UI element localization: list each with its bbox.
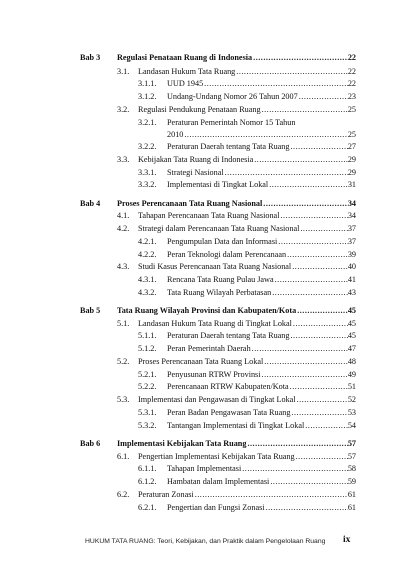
toc-entry-number: 4.3.	[117, 262, 130, 271]
toc-entry-page: 39	[347, 250, 356, 259]
toc-entry-title: Regulasi Pendukung Penataan Ruang	[138, 105, 261, 114]
toc-entry-title: Landasan Hukum Tata Ruang	[138, 67, 236, 76]
toc-entry-title: Tata Ruang Wilayah Provinsi dan Kabupaten/Kota	[117, 306, 297, 315]
toc-entry-number: 6.1.2.	[138, 477, 157, 486]
toc-leader-dots	[272, 286, 348, 299]
toc-entry-row	[0, 90, 417, 103]
toc-leader-dots	[297, 304, 348, 317]
toc-entry-title: Proses Perencanaan Tata Ruang Lokal	[138, 357, 264, 366]
toc-entry-number: 3.1.2.	[138, 92, 157, 101]
toc-entry-title: Pengertian dan Fungsi Zonasi	[167, 503, 265, 512]
toc-entry-title: UUD 1945	[167, 79, 204, 88]
toc-entry-number: 4.3.1.	[138, 275, 157, 284]
toc-entry-row	[0, 273, 417, 286]
toc-entry-number: Bab 6	[80, 439, 101, 448]
toc-entry-number: 5.1.	[117, 319, 130, 328]
toc-entry-page: 22	[347, 67, 356, 76]
toc-entry-title: Peran Badan Pengawasan Tata Ruang	[167, 408, 291, 417]
toc-entry-title-line	[167, 462, 349, 475]
page-number: ix	[343, 535, 351, 545]
toc-entry-title: Kebijakan Tata Ruang di Indonesia	[138, 155, 254, 164]
toc-leader-dots	[290, 380, 348, 393]
toc-entry-title-line	[138, 488, 349, 501]
running-footer-title: HUKUM TATA RUANG: Teori, Kebijakan, dan Praktik dalam Pengelolaan Ruang	[85, 538, 326, 545]
toc-entry-row	[0, 222, 417, 235]
toc-leader-dots	[266, 501, 348, 514]
toc-leader-dots	[195, 488, 348, 501]
toc-entry-title-line	[167, 286, 349, 299]
toc-entry-row	[0, 235, 417, 248]
toc-entry-page: 61	[347, 503, 356, 512]
toc-entry-title-line	[138, 209, 349, 222]
toc-entry-number: 4.2.1.	[138, 237, 157, 246]
toc-entry-number: Bab 4	[80, 199, 101, 208]
toc-entry-row	[0, 475, 417, 488]
toc-entry-number: 4.2.2.	[138, 250, 157, 259]
toc-entry-row	[0, 260, 417, 273]
toc-entry-page: 45	[347, 319, 356, 328]
toc-entry-title: Pengertian Implementasi Kebijakan Tata Ruang	[138, 452, 295, 461]
toc-entry-title-line	[167, 273, 349, 286]
toc-leader-dots	[278, 235, 348, 248]
toc-entry-title-line	[138, 103, 349, 116]
toc-entry-number: 3.3.2.	[138, 180, 157, 189]
toc-entry-row	[0, 209, 417, 222]
toc-entry-number: 3.1.1.	[138, 79, 157, 88]
toc-entry-title-line	[138, 260, 349, 273]
toc-entry-row	[0, 153, 417, 166]
toc-entry-title-line	[117, 304, 349, 317]
toc-entry-title: Perencanaan RTRW Kabupaten/Kota	[167, 382, 289, 391]
toc-entry-page: 37	[347, 237, 356, 246]
toc-entry-title: Peraturan Daerah tentang Tata Ruang	[167, 142, 290, 151]
toc-entry-number: 3.3.1.	[138, 168, 157, 177]
toc-entry-number: 3.3.	[117, 155, 130, 164]
toc-entry-number: 5.1.1.	[138, 331, 157, 340]
toc-entry-row	[0, 103, 417, 116]
toc-entry-row	[0, 406, 417, 419]
toc-entry-title: Hambatan dalam Implementasi	[167, 477, 270, 486]
toc-entry-row	[0, 342, 417, 355]
toc-entry-number: 5.1.2.	[138, 344, 157, 353]
toc-entry-number: 5.2.	[117, 357, 130, 366]
toc-entry-title-line	[167, 419, 349, 432]
toc-entry-number: 4.1.	[117, 211, 130, 220]
toc-entry-row	[0, 393, 417, 406]
toc-chapter-row	[0, 51, 417, 64]
toc-entry-title-line	[138, 393, 349, 406]
toc-entry-title: 2010	[167, 130, 184, 139]
toc-entry-page: 47	[347, 344, 356, 353]
toc-entry-title-line	[167, 235, 349, 248]
toc-entry-page: 54	[347, 421, 356, 430]
toc-entry-number: 3.2.1.	[138, 118, 157, 127]
toc-entry-row	[0, 286, 417, 299]
toc-entry-page: 22	[347, 53, 356, 62]
toc-entry-number: Bab 5	[80, 306, 101, 315]
toc-entry-title-line	[138, 153, 349, 166]
toc-entry-title-line	[117, 51, 349, 64]
toc-leader-dots	[253, 51, 348, 64]
toc-leader-dots	[269, 178, 348, 191]
toc-entry-row	[0, 462, 417, 475]
toc-entry-row	[0, 329, 417, 342]
toc-entry-title-line	[138, 355, 349, 368]
toc-entry-title: Regulasi Penataan Ruang di Indonesia	[117, 53, 253, 62]
toc-entry-page: 31	[347, 180, 356, 189]
toc-entry-page: 34	[347, 199, 356, 208]
toc-entry-title-line	[167, 406, 349, 419]
toc-entry-page: 37	[347, 224, 356, 233]
toc-leader-dots	[292, 260, 348, 273]
toc-entry-page: 25	[347, 105, 356, 114]
toc-entry-title: Peraturan Pemerintah Nomor 15 Tahun	[167, 118, 296, 127]
toc-leader-dots	[275, 273, 348, 286]
toc-entry-row	[0, 178, 417, 191]
toc-entry-number: 5.3.1.	[138, 408, 157, 417]
toc-entry-page: 43	[347, 288, 356, 297]
toc-entry-title-line	[167, 342, 349, 355]
toc-entry-title: Implementasi di Tingkat Lokal	[167, 180, 269, 189]
toc-entry-number: 5.2.2.	[138, 382, 157, 391]
toc-entry-number: 3.2.	[117, 105, 130, 114]
toc-leader-dots	[204, 77, 348, 90]
toc-entry-title: Implementasi dan Pengawasan di Tingkat Lokal	[138, 395, 296, 404]
toc-entry-title: Tahapan Implementasi	[167, 464, 242, 473]
toc-entry-page: 57	[347, 439, 356, 448]
toc-entry-page: 23	[347, 92, 356, 101]
toc-entry-number: 3.1.	[117, 67, 130, 76]
toc-entry-page: 29	[347, 168, 356, 177]
toc-entry-title: Studi Kasus Perencanaan Tata Ruang Nasional	[138, 262, 292, 271]
toc-entry-title: Strategi Nasional	[167, 168, 224, 177]
toc-entry-title: Tantangan Implementasi di Tingkat Lokal	[167, 421, 305, 430]
toc-entry-number: 6.1.	[117, 452, 130, 461]
toc-leader-dots	[300, 222, 348, 235]
toc-leader-dots	[264, 355, 348, 368]
toc-leader-dots	[270, 475, 348, 488]
toc-entry-title: Strategi dalam Perencanaan Tata Ruang Nasional	[138, 224, 300, 233]
toc-entry-row	[0, 380, 417, 393]
toc-leader-dots	[291, 329, 349, 342]
toc-entry-title: Penyusunan RTRW Provinsi	[167, 370, 261, 379]
toc-entry-title: Landasan Hukum Tata Ruang di Tingkat Lokal	[138, 319, 292, 328]
toc-entry-title: Undang-Undang Nomor 26 Tahun 2007	[167, 92, 298, 101]
toc-leader-dots	[252, 342, 348, 355]
toc-entry-page: 61	[347, 490, 356, 499]
toc-entry-title-line	[167, 90, 349, 103]
toc-entry-title-line	[167, 501, 349, 514]
toc-leader-dots	[291, 406, 348, 419]
toc-entry-title-line	[167, 329, 349, 342]
toc-entry-number: 4.3.2.	[138, 288, 157, 297]
toc-entry-row	[0, 355, 417, 368]
toc-entry-title-line	[167, 77, 349, 90]
toc-entry-page: 53	[347, 408, 356, 417]
toc-entry-page: 45	[347, 331, 356, 340]
toc-entry-number: 6.1.1.	[138, 464, 157, 473]
toc-entry-row	[0, 77, 417, 90]
toc-entry-number: 5.2.1.	[138, 370, 157, 379]
toc-leader-dots	[247, 437, 348, 450]
toc-leader-dots	[262, 103, 348, 116]
toc-entry-page: 29	[347, 155, 356, 164]
toc-leader-dots	[254, 153, 348, 166]
toc-entry-number: 6.2.	[117, 490, 130, 499]
toc-entry-title: Peran Teknologi dalam Perencanaan	[167, 250, 287, 259]
toc-entry-row	[0, 501, 417, 514]
toc-entry-number: 5.3.	[117, 395, 130, 404]
toc-entry-title: Rencana Tata Ruang Pulau Jawa	[167, 275, 274, 284]
toc-entry-title-line	[138, 222, 349, 235]
toc-entry-page: 25	[347, 130, 356, 139]
toc-entry-title-line	[167, 380, 349, 393]
toc-leader-dots	[242, 462, 348, 475]
toc-entry-title-line	[167, 475, 349, 488]
toc-entry-row	[0, 488, 417, 501]
toc-entry-title-line	[117, 437, 349, 450]
toc-entry-row	[0, 140, 417, 153]
toc-leader-dots	[299, 90, 348, 103]
toc-entry-title: Tata Ruang Wilayah Perbatasan	[167, 288, 272, 297]
toc-leader-dots	[297, 393, 348, 406]
toc-entry-title: Implementasi Kebijakan Tata Ruang	[117, 439, 247, 448]
toc-entry-title-line	[167, 140, 349, 153]
toc-entry-page: 41	[347, 275, 356, 284]
toc-entry-page: 59	[347, 477, 356, 486]
toc-entry-page: 49	[347, 370, 356, 379]
toc-entry-page: 48	[347, 357, 356, 366]
toc-entry-page: 40	[347, 262, 356, 271]
toc-entry-title: Proses Perencanaan Tata Ruang Nasional	[117, 199, 263, 208]
toc-entry-number: 4.2.	[117, 224, 130, 233]
toc-entry-page: 51	[347, 382, 356, 391]
toc-entry-number: 5.3.2.	[138, 421, 157, 430]
toc-entry-page: 57	[347, 452, 356, 461]
toc-entry-number: 6.2.1.	[138, 503, 157, 512]
toc-entry-title: Peraturan Zonasi	[138, 490, 194, 499]
toc-entry-title: Tahapan Perencanaan Tata Ruang Nasional	[138, 211, 280, 220]
toc-entry-title: Peraturan Daerah tentang Tata Ruang	[167, 331, 290, 340]
toc-entry-page: 52	[347, 395, 356, 404]
toc-entry-title: Pengumpulan Data dan Informasi	[167, 237, 278, 246]
toc-entry-title: Peran Pemerintah Daerah	[167, 344, 251, 353]
toc-entry-page: 27	[347, 142, 356, 151]
toc-chapter-row	[0, 437, 417, 450]
toc-entry-title-line	[167, 178, 349, 191]
toc-entry-page: 58	[347, 464, 356, 473]
toc-leader-dots	[280, 209, 348, 222]
toc-entry-number: Bab 3	[80, 53, 101, 62]
toc-entry-row	[0, 419, 417, 432]
toc-leader-dots	[291, 140, 349, 153]
toc-entry-page: 45	[347, 306, 356, 315]
toc-entry-number: 3.2.2.	[138, 142, 157, 151]
toc-entry-page: 34	[347, 211, 356, 220]
toc-chapter-row	[0, 304, 417, 317]
toc-entry-page: 22	[347, 79, 356, 88]
